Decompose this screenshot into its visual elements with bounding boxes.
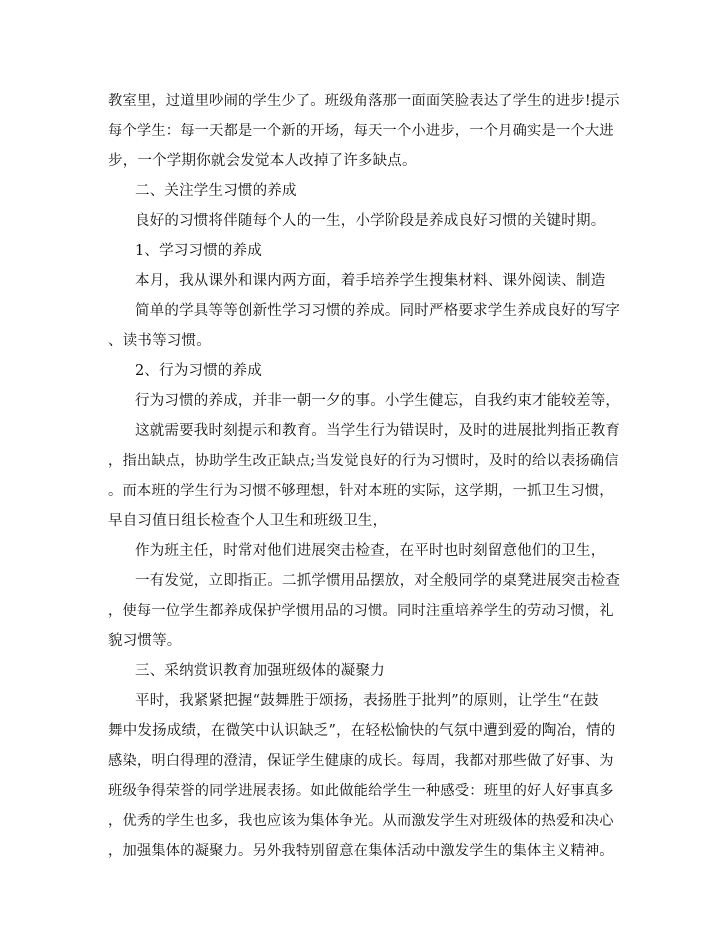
paragraph-line: 早自习值日组长检查个人卫生和班级卫生， (108, 513, 388, 529)
paragraph-line: 作为班主任，时常对他们进展突击检查，在平时也时刻留意他们的卫生， (135, 543, 606, 559)
paragraph-line: 貌习惯等。 (108, 633, 182, 649)
paragraph-line: 简单的学具等等创新性学习习惯的养成。同时严格要求学生养成良好的写字 (135, 303, 621, 319)
paragraph-line: 一有发觉，立即指正。二抓学惯用品摆放，对全般同学的桌凳进展突击检查 (135, 573, 621, 589)
paragraph-line: 这就需要我时刻提示和教育。当学生行为错误时，及时的进展批判指正教育 (135, 423, 621, 439)
paragraph-line: 行为习惯的养成，并非一朝一夕的事。小学生健忘，自我约束才能较差等， (135, 393, 621, 409)
paragraph-line: ，指出缺点，协助学生改正缺点;当发觉良好的行为习惯时，及时的给以表扬确信 (108, 453, 619, 469)
paragraph-line: 班级争得荣誉的同学进展表扬。如此做能给学生一种感受：班里的好人好事真多 (108, 783, 614, 799)
paragraph-line: 、读书等习惯。 (108, 333, 211, 349)
subsection-heading: 2、行为习惯的养成 (135, 363, 263, 379)
paragraph-line: 本月，我从课外和课内两方面，着手培养学生搜集材料、课外阅读、制造 (135, 273, 606, 289)
paragraph-line: 教室里，过道里吵闹的学生少了。班级角落那一面面笑脸表达了学生的进步!提示 (108, 93, 620, 109)
paragraph-line: ，使每一位学生都养成保护学惯用品的习惯。同时注重培养学生的劳动习惯，礼 (108, 603, 614, 619)
paragraph-line: 平时，我紧紧把握“鼓舞胜于颂扬，表扬胜于批判”的原则，让学生“在鼓 (135, 693, 599, 709)
paragraph-line: ，加强集体的凝聚力。另外我特别留意在集体活动中激发学生的集体主义精神。 (108, 843, 614, 859)
section-heading: 二、关注学生习惯的养成 (135, 183, 297, 199)
paragraph-line: 。而本班的学生行为习惯不够理想，针对本班的实际，这学期，一抓卫生习惯， (108, 483, 614, 499)
subsection-heading: 1、学习习惯的养成 (135, 243, 263, 259)
paragraph-line: ，优秀的学生也多，我也应该为集体争光。从而激发学生对班级体的热爱和决心 (108, 813, 614, 829)
paragraph-line: 感染，明白得理的澄清，保证学生健康的成长。每周，我都对那些做了好事、为 (108, 753, 614, 769)
section-heading: 三、采纳赏识教育加强班级体的凝聚力 (135, 663, 385, 679)
paragraph-line: 步，一个学期你就会发觉本人改掉了许多缺点。 (108, 153, 417, 169)
paragraph-line: 良好的习惯将伴随每个人的一生，小学阶段是养成良好习惯的关键时期。 (135, 213, 606, 229)
paragraph-line: 舞中发扬成绩，在微笑中认识缺乏”，在轻松愉快的气氛中遭到爱的陶冶，情的 (108, 723, 616, 739)
paragraph-line: 每个学生：每一天都是一个新的开场，每天一个小进步，一个月确实是一个大进 (108, 123, 614, 139)
